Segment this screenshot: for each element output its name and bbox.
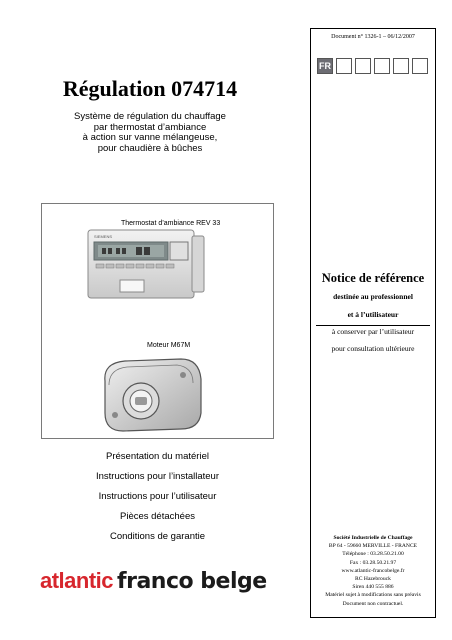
notice-keep-note: à conserver par l’utilisateur	[331, 327, 415, 336]
thermostat-image	[86, 228, 206, 304]
logo-franco-belge: franco belge	[117, 569, 267, 594]
lang-box-empty	[393, 58, 409, 74]
lang-box-empty	[336, 58, 352, 74]
toc-item: Instructions pour l’installateur	[95, 471, 220, 482]
thermostat-label: Thermostat d’ambiance REV 33	[121, 220, 221, 227]
lang-box-empty	[374, 58, 390, 74]
page-subtitle	[40, 112, 260, 154]
lang-box-empty	[355, 58, 371, 74]
document-number: Document n° 1326-1 – 06/12/2007	[331, 34, 415, 40]
notice-consult-note: pour consultation ultérieure	[331, 344, 415, 353]
thermostat-brand: SIEMENS	[94, 234, 113, 239]
subtitle-line: par thermostat d’ambiance	[93, 121, 207, 133]
page-title: Régulation 074714	[62, 76, 238, 101]
company-address: BP 64 - 59660 MERVILLE - FRANCE	[328, 543, 418, 550]
logo-atlantic: atlantic	[40, 568, 114, 593]
toc-item: Conditions de garantie	[109, 531, 206, 542]
subtitle-line: pour chaudière à bûches	[97, 142, 203, 154]
company-rc: RC Hazebrouck	[355, 576, 391, 583]
company-website: www.atlantic-francobelge.fr	[341, 567, 405, 574]
company-name: Société Industrielle de Chauffage	[333, 535, 413, 541]
language-selector	[317, 58, 428, 74]
lang-badge-fr: FR	[317, 58, 333, 74]
subtitle-line: Système de régulation du chauffage	[74, 111, 226, 122]
lang-box-empty	[412, 58, 428, 74]
motor-image	[95, 355, 205, 435]
company-contract-notice: Document non contractuel.	[342, 600, 404, 607]
notice-divider	[316, 325, 430, 326]
brand-logo	[40, 568, 267, 594]
company-phone: Téléphone : 03.28.50.21.00	[342, 551, 404, 558]
company-siren: Siren 440 555 886	[352, 584, 394, 591]
company-modification-notice: Matériel sujet à modifications sans préavis	[325, 592, 421, 599]
company-fax: Fax : 03.28.50.21.97	[349, 559, 397, 566]
notice-title: Notice de référence	[321, 271, 425, 285]
subtitle-line: à action sur vanne mélangeuse,	[82, 132, 218, 143]
notice-line-user: et à l’utilisateur	[347, 310, 399, 319]
toc-item: Instructions pour l’utilisateur	[98, 491, 217, 502]
toc-item: Présentation du matériel	[106, 451, 209, 462]
right-column-frame	[310, 28, 436, 618]
toc-item: Pièces détachées	[120, 511, 195, 522]
company-info	[312, 534, 434, 608]
moteur-label: Moteur M67M	[147, 342, 191, 349]
notice-line-professional: destinée au professionnel	[333, 292, 413, 301]
